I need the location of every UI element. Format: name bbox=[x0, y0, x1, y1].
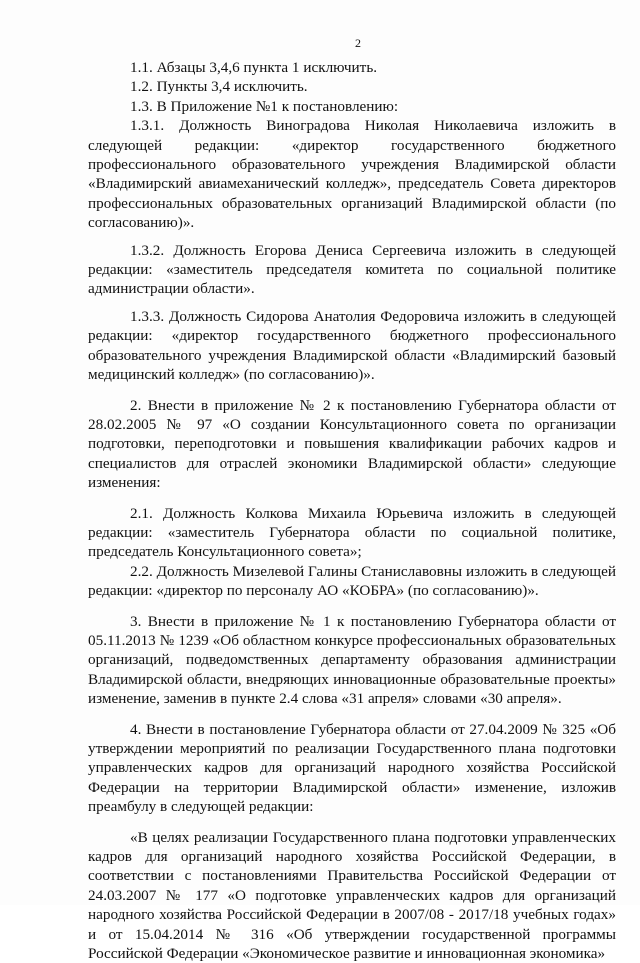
paragraph-2-1: 2.1. Должность Колкова Михаила Юрьевича изложить в следующей редакции: «заместитель Губернатора области по социальной политике, председатель Консультационного совета»; bbox=[88, 504, 616, 561]
paragraph-4: 4. Внести в постановление Губернатора области от 27.04.2009 № 325 «Об утверждении мероприятий по реализации Государственного плана подготовки управленческих кадров для организаций народного хозяйства Российской Федерации на территории Владимирской области» изменение, изложив преамбулу в следующей редакции: bbox=[88, 720, 616, 816]
paragraph-4-preamble: «В целях реализации Государственного плана подготовки управленческих кадров для организаций народного хозяйства Российской Федерации, в соответствии с постановлениями Правительства Российской Федерации от 24.03.2007 № 177 «О подготовке управленческих кадров для организаций народного хозяйства Российской Федерации в 2007/08 - 2017/18 учебных годах» и от 15.04.2014 № 316 «Об утверждении государственной программы Российской Федерации «Экономическое развитие и инновационная экономика» bbox=[88, 828, 616, 963]
paragraph-1-3-3: 1.3.3. Должность Сидорова Анатолия Федоровича изложить в следующей редакции: «директор государственного бюджетного профессионального образовательного учреждения Владимирской области «Владимирский базовый медицинский колледж» (по согласованию)». bbox=[88, 307, 616, 384]
paragraph-2: 2. Внести в приложение № 2 к постановлению Губернатора области от 28.02.2005 № 97 «О создании Консультационного совета по организации подготовки, переподготовки и повышения квалификации рабочих кадров и специалистов для отраслей экономики Владимирской области» следующие изменения: bbox=[88, 396, 616, 492]
paragraph-3: 3. Внести в приложение № 1 к постановлению Губернатора области от 05.11.2013 № 1239 «Об областном конкурсе профессиональных образовательных организаций, подведомственных департаменту образования администрации Владимирской области, внедряющих инновационные образовательные проекты» изменение, заменив в пункте 2.4 слова «31 апреля» словами «30 апреля». bbox=[88, 612, 616, 708]
paragraph-1-3: 1.3. В Приложение №1 к постановлению: bbox=[130, 97, 399, 115]
paragraph-1-3-2: 1.3.2. Должность Егорова Дениса Сергеевича изложить в следующей редакции: «заместитель председателя комитета по социальной политике администрации области». bbox=[88, 241, 616, 298]
document-body bbox=[88, 58, 616, 963]
paragraph-2-2: 2.2. Должность Мизелевой Галины Станиславовны изложить в следующей редакции: «директор по персоналу АО «КОБРА» (по согласованию)». bbox=[88, 562, 616, 600]
paragraph-1-2: 1.2. Пункты 3,4 исключить. bbox=[130, 78, 308, 96]
paragraph-1-1: 1.1. Абзацы 3,4,6 пункта 1 исключить. bbox=[130, 59, 378, 76]
paragraph-1-3-1: 1.3.1. Должность Виноградова Николая Николаевича изложить в следующей редакции: «директор государственного бюджетного профессионального образовательного учреждения Владимирской области «Владимирский авиамеханический колледж», председатель Совета директоров профессиональных образовательных организаций Владимирской области (по согласованию)». bbox=[88, 117, 616, 232]
page-number: 2 bbox=[355, 36, 361, 50]
